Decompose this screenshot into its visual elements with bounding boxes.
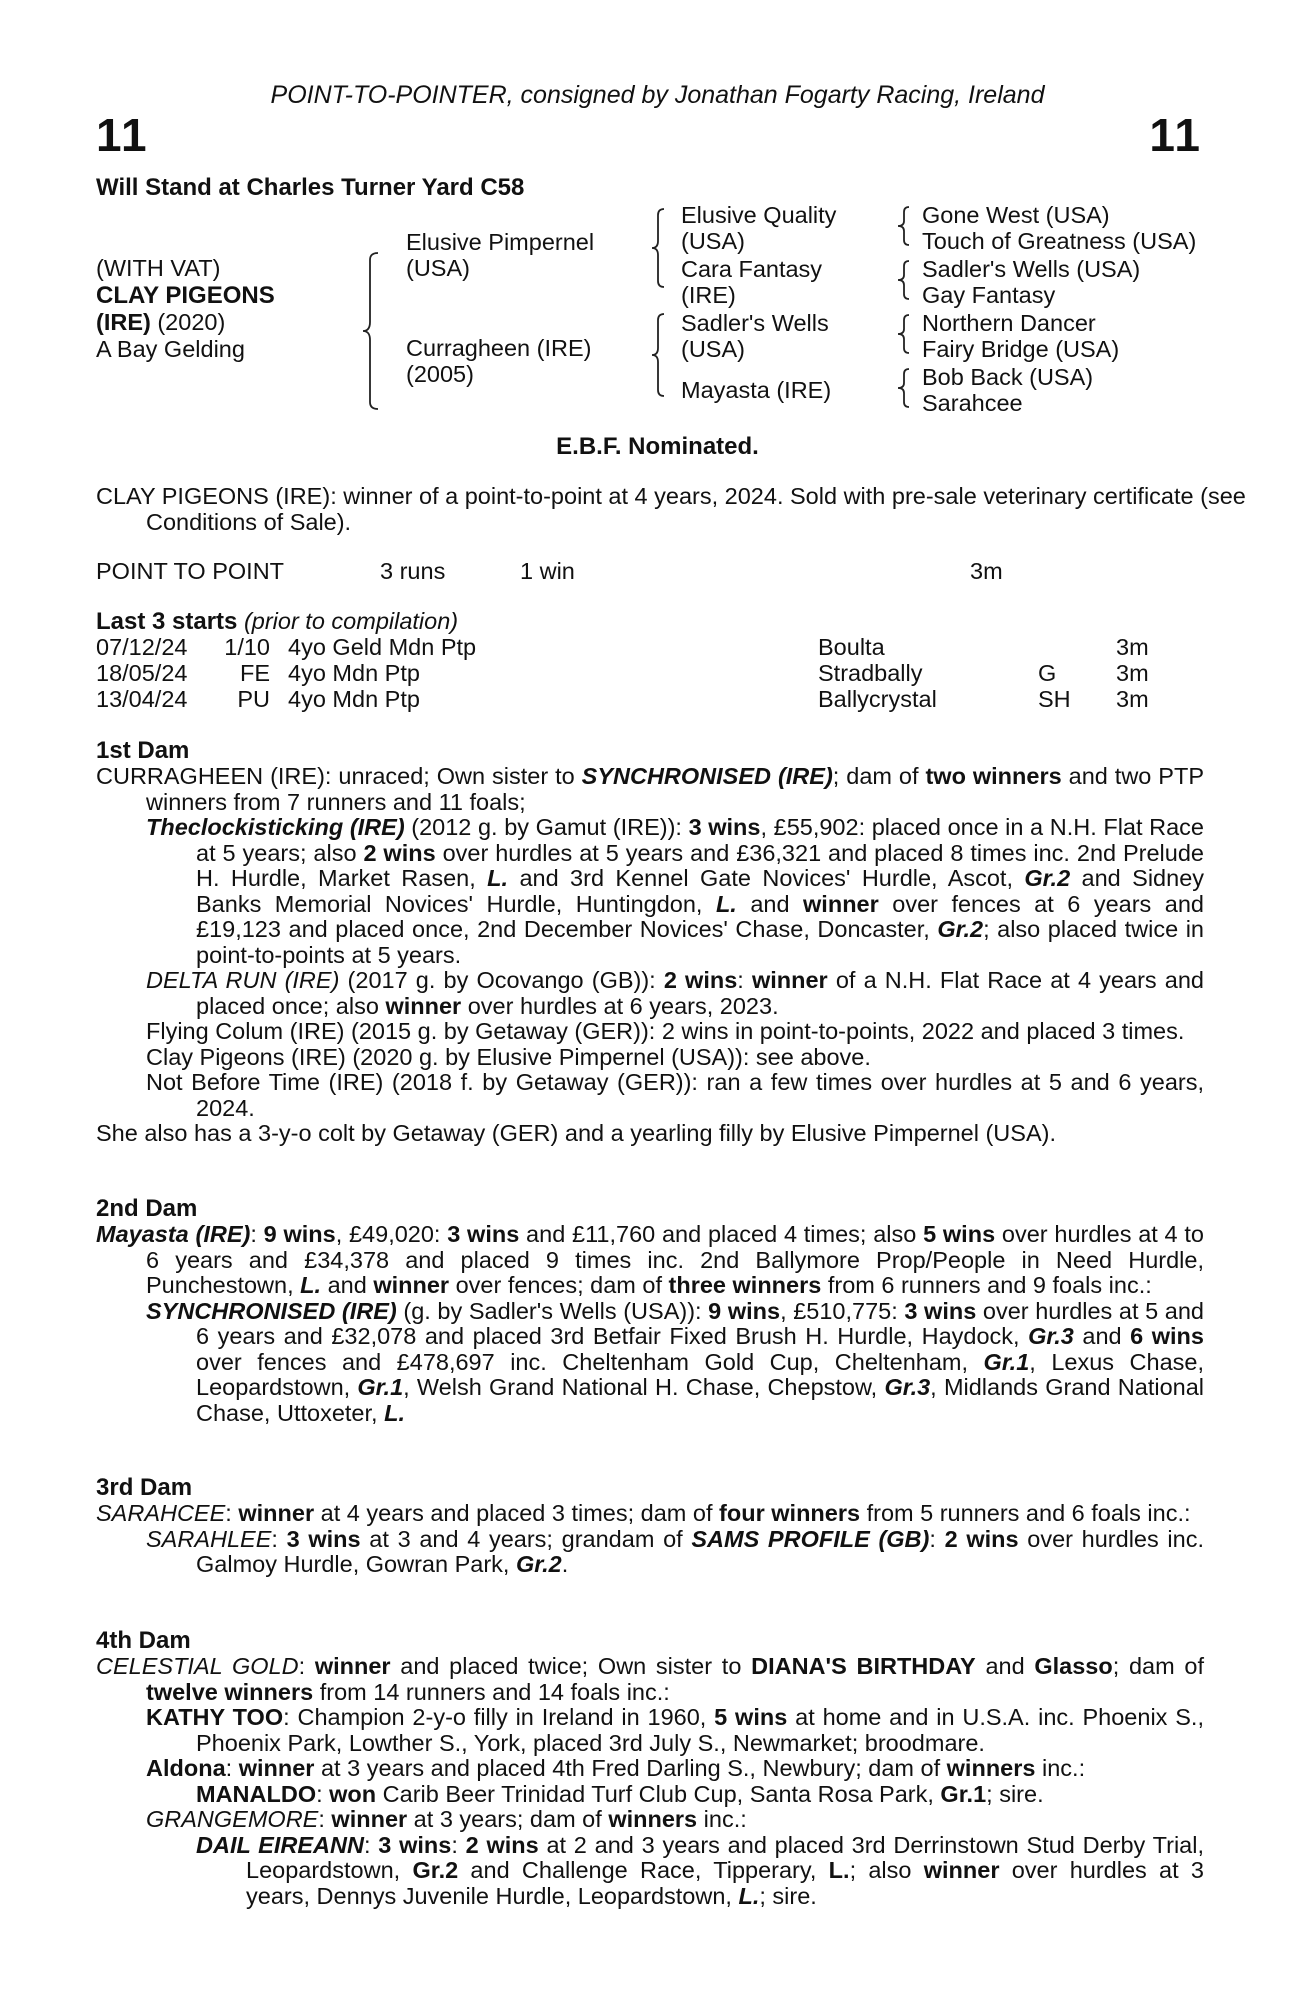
ptp-wins: 1 win [520, 558, 575, 584]
lot-number-right: 11 [1149, 109, 1202, 161]
pedigree-brace-dam-parents [652, 312, 674, 398]
ggp-4: Gay Fantasy [922, 281, 1056, 308]
pedigree-brace-sire-dam [364, 250, 394, 412]
ggp-7: Bob Back (USA) [922, 364, 1094, 390]
ggp-6: Fairy Bridge (USA) [922, 335, 1120, 362]
pedigree-brace-ggp-4 [895, 367, 915, 409]
pedigree-grandsire-maternal: Sadler's Wells (USA) [681, 310, 829, 362]
dam1-also: She also has a 3-y-o colt by Getaway (GER) and a yearling filly by Elusive Pimpernel (USA). [96, 1120, 1056, 1146]
dam4-section [96, 1654, 1204, 1909]
dam3-section [96, 1501, 1204, 1578]
pedigree-great-grandparents-2 [922, 257, 1140, 308]
ptp-runs: 3 runs [380, 558, 446, 584]
start-distance: 3m [1116, 634, 1149, 660]
start-race: 4yo Mdn Ptp [288, 660, 420, 686]
pedigree-great-grandparents [922, 203, 1196, 254]
horse-name: CLAY PIGEONS [96, 282, 275, 309]
dam1-produce-theclockisticking: Theclockisticking (IRE) (2012 g. by Gamut (IRE)): 3 wins, £55,902: placed once in a N.H. Flat Race at 5 years; also 2 wins over hurdles at 5 years and £36,321 and placed 8 times inc. 2nd Prelude H. Hurdle, Market Rasen, L. and 3rd Kennel Gate Novices' Hurdle, Ascot, Gr.2 and Sidney Banks Memorial Novices' Hurdle, Huntingdon, L. and winner over fences at 6 years and £19,123 and placed once, 2nd December Novices' Chase, Doncaster, Gr.2; also placed twice in point-to-points at 5 years. [146, 814, 1205, 968]
consignment-line: POINT-TO-POINTER, consigned by Jonathan Fogarty Racing, Ireland [270, 81, 1045, 109]
start-distance: 3m [1116, 686, 1149, 712]
pedigree-great-grandparents-3 [922, 311, 1119, 362]
start-date: 18/05/24 [96, 660, 188, 686]
ggp-5: Northern Dancer [922, 310, 1096, 336]
dam3-summary: SARAHCEE: winner at 4 years and placed 3 times; dam of four winners from 5 runners and 6 foals inc.: [96, 1500, 1191, 1526]
start-going: SH [1038, 686, 1071, 712]
ptp-distance: 3m [970, 558, 1003, 584]
dam1-heading: 1st Dam [96, 737, 190, 764]
start-position: PU [237, 686, 270, 712]
pedigree-great-grandparents-4 [922, 365, 1093, 416]
start-position: 1/10 [224, 634, 270, 660]
dam4-heading: 4th Dam [96, 1627, 191, 1654]
dam2-section [96, 1222, 1204, 1426]
ggp-3: Sadler's Wells (USA) [922, 256, 1141, 282]
ptp-record [96, 559, 1204, 585]
dam4-produce-aldona: Aldona: winner at 3 years and placed 4th Fred Darling S., Newbury; dam of winners inc.: [146, 1755, 1086, 1781]
ggp-8: Sarahcee [922, 389, 1023, 416]
dam1-produce-clay-pigeons: Clay Pigeons (IRE) (2020 g. by Elusive Pimpernel (USA)): see above. [146, 1043, 871, 1070]
pedigree-brace-ggp-2 [895, 259, 915, 301]
ggp-2: Touch of Greatness (USA) [922, 227, 1197, 254]
dam1-produce-not-before-time: Not Before Time (IRE) (2018 f. by Getaway (GER)): ran a few times over hurdles at 5 and 6 years, 2024. [146, 1069, 1204, 1121]
start-race: 4yo Geld Mdn Ptp [288, 634, 477, 660]
dam2-heading: 2nd Dam [96, 1195, 198, 1222]
horse-origin-year [96, 310, 225, 336]
pedigree-grandsire-paternal: Elusive Quality (USA) [681, 202, 837, 254]
horse-description: A Bay Gelding [96, 336, 245, 362]
dam4-produce-dail-eireann: DAIL EIREANN: 3 wins: 2 wins at 2 and 3 years and placed 3rd Derrinstown Stud Derby Trial, Leopardstown, Gr.2 and Challenge Race, Tipperary, L.; also winner over hurdles at 3 years, Dennys Juvenile Hurdle, Leopardstown, L.; sire. [196, 1831, 1204, 1909]
dam4-produce-manaldo: MANALDO: won Carib Beer Trinidad Turf Club Cup, Santa Rosa Park, Gr.1; sire. [196, 1780, 1044, 1807]
pedigree-granddam-maternal: Mayasta (IRE) [681, 377, 832, 403]
ptp-label: POINT TO POINT [96, 558, 285, 584]
last-starts-heading: Last 3 starts (prior to compilation) [96, 608, 459, 635]
start-distance: 3m [1116, 660, 1149, 686]
dam1-summary: CURRAGHEEN (IRE): unraced; Own sister to SYNCHRONISED (IRE); dam of two winners and two PTP winners from 7 runners and 11 foals; [96, 763, 1205, 815]
last-start-row [96, 661, 1204, 687]
pedigree-dam: Curragheen (IRE) (2005) [406, 335, 592, 387]
pedigree-sire: Elusive Pimpernel (USA) [406, 229, 595, 281]
dam4-summary: CELESTIAL GOLD: winner and placed twice; Own sister to DIANA'S BIRTHDAY and Glasso; dam of twelve winners from 14 runners and 14 foals inc.: [96, 1653, 1204, 1705]
start-course: Ballycrystal [818, 686, 937, 712]
start-race: 4yo Mdn Ptp [288, 686, 420, 712]
pedigree-brace-ggp-3 [895, 313, 915, 355]
start-course: Stradbally [818, 660, 923, 686]
vat-note: (WITH VAT) [96, 255, 221, 281]
pedigree-brace-ggp-1 [895, 205, 915, 247]
ebf-nomination: E.B.F. Nominated. [556, 433, 759, 460]
last-start-row [96, 687, 1204, 713]
horse-year: (2020) [157, 309, 226, 335]
start-course: Boulta [818, 634, 885, 660]
dam1-section [96, 764, 1204, 1147]
dam1-produce-delta-run: DELTA RUN (IRE) (2017 g. by Ocovango (GB)): 2 wins: winner of a N.H. Flat Race at 4 years and placed once; also winner over hurdles at 6 years, 2023. [146, 967, 1204, 1019]
last-start-row [96, 635, 1204, 661]
pedigree-granddam-paternal: Cara Fantasy (IRE) [681, 256, 823, 308]
dam2-summary: Mayasta (IRE): 9 wins, £49,020: 3 wins and £11,760 and placed 4 times; also 5 wins over hurdles at 4 to 6 years and £34,378 and placed 9 times inc. 2nd Ballymore Prop/People in Need Hurdle, Punchestown, L. and winner over fences; dam of three winners from 6 runners and 9 foals inc.: [96, 1221, 1204, 1298]
horse-origin: (IRE) [96, 309, 151, 335]
start-date: 07/12/24 [96, 634, 188, 660]
start-going: G [1038, 660, 1057, 686]
ggp-1: Gone West (USA) [922, 202, 1110, 228]
dam1-produce-flying-colum: Flying Colum (IRE) (2015 g. by Getaway (GER)): 2 wins in point-to-points, 2022 and placed 3 times. [146, 1018, 1185, 1044]
start-position: FE [239, 660, 270, 686]
start-date: 13/04/24 [96, 686, 188, 712]
dam4-produce-grangemore: GRANGEMORE: winner at 3 years; dam of winners inc.: [146, 1806, 747, 1832]
lot-number-left: 11 [96, 109, 149, 161]
dam2-produce-synchronised: SYNCHRONISED (IRE) (g. by Sadler's Wells (USA)): 9 wins, £510,775: 3 wins over hurdles at 5 and 6 years and £32,078 and placed 3rd Betfair Fixed Brush H. Hurdle, Haydock, Gr.3 and 6 wins over fences and £478,697 inc. Cheltenham Gold Cup, Cheltenham, Gr.1, Lexus Chase, Leopardstown, Gr.1, Welsh Grand National H. Chase, Chepstow, Gr.3, Midlands Grand National Chase, Uttoxeter, L. [146, 1297, 1204, 1426]
race-summary: CLAY PIGEONS (IRE): winner of a point-to-point at 4 years, 2024. Sold with pre-sale veterinary certificate (see Conditions of Sale). [96, 483, 1246, 535]
dam3-heading: 3rd Dam [96, 1474, 193, 1501]
dam4-produce-kathy-too: KATHY TOO: Champion 2-y-o filly in Ireland in 1960, 5 wins at home and in U.S.A. inc. Phoenix S., Phoenix Park, Lowther S., York, placed 3rd July S., Newmarket; broodmare. [146, 1704, 1204, 1756]
dam3-produce-sarahlee: SARAHLEE: 3 wins at 3 and 4 years; grandam of SAMS PROFILE (GB): 2 wins over hurdles inc. Galmoy Hurdle, Gowran Park, Gr.2. [146, 1525, 1204, 1577]
pedigree-brace-sire-parents [652, 207, 674, 289]
stand-location: Will Stand at Charles Turner Yard C58 [96, 174, 525, 201]
